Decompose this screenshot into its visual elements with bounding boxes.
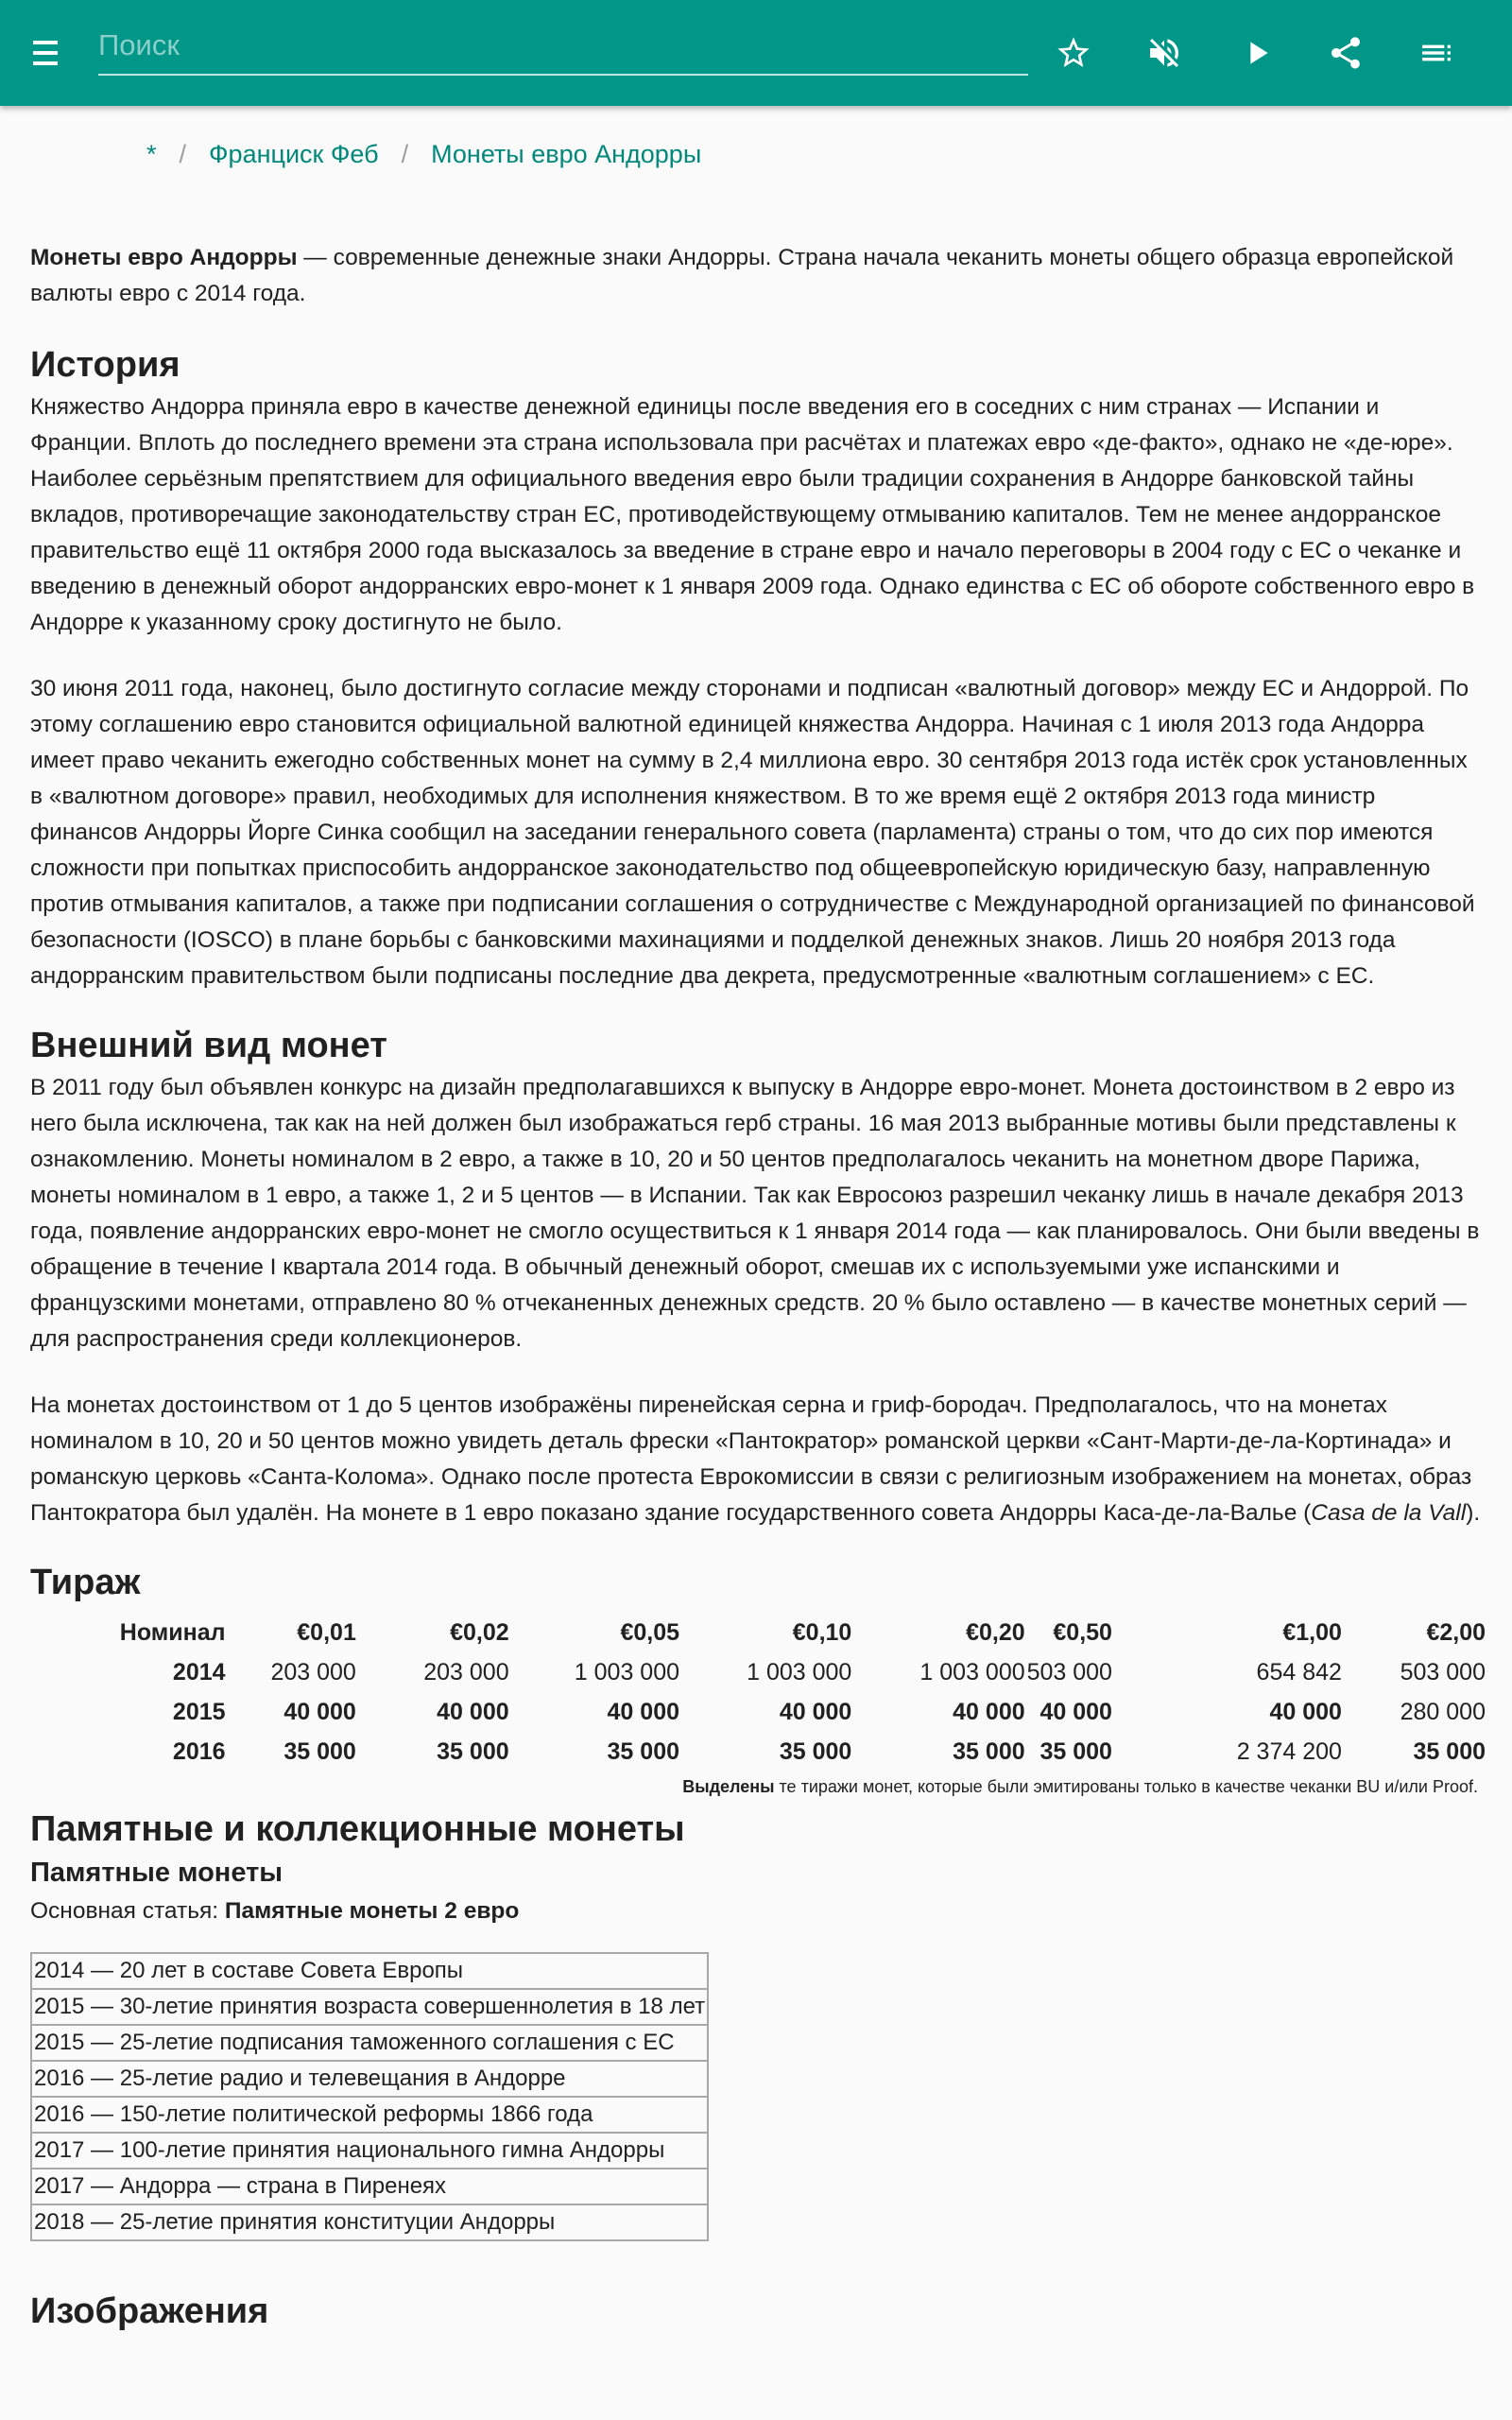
appearance-paragraph-2 [30,1388,1486,1531]
mintage-header-cell: €0,10 [792,1618,852,1646]
mintage-table [59,1613,1486,1772]
star-outline-icon [1055,34,1092,72]
commemorative-row [31,2025,708,2061]
mintage-header-cell: €0,05 [620,1618,679,1646]
commemorative-row [31,2169,708,2204]
mintage-cell: 35 000 [607,1737,679,1765]
mintage-cell: 35 000 [953,1737,1025,1765]
mintage-header-cell: €0,20 [966,1618,1025,1646]
mintage-row [59,1652,1486,1692]
mintage-cell: 35 000 [779,1737,852,1765]
mintage-header-cell: €1,00 [1282,1618,1342,1646]
mintage-cell: 280 000 [1400,1698,1486,1725]
intro-title: Монеты евро Андорры [30,245,298,270]
appearance-paragraph-2-end: ). [1466,1500,1481,1526]
mintage-row [59,1692,1486,1732]
mintage-cell: 503 000 [1026,1658,1112,1685]
main-article-label: Основная статья: [30,1898,225,1924]
mintage-header-cell: €0,50 [1053,1618,1112,1646]
commemorative-item: 2015 — 30-летие принятия возраста совершеннолетия в 18 лет [31,1989,708,2025]
mintage-cell: 35 000 [437,1737,509,1765]
mintage-cell: 35 000 [1413,1737,1486,1765]
hamburger-icon-line [33,51,58,55]
menu-button[interactable] [23,34,60,72]
play-icon [1238,34,1276,72]
mintage-cell: 2 374 200 [1236,1737,1342,1765]
commemorative-item: 2017 — 100-летие принятия национального гимна Андорры [31,2133,708,2169]
mintage-cell: 35 000 [284,1737,356,1765]
note-text: те тиражи монет, которые были эмитированы только в качестве чеканки BU и/или Proof. [774,1777,1478,1796]
commemorative-item: 2017 — Андорра — страна в Пиренеях [31,2169,708,2204]
breadcrumb-parent[interactable]: Франциск Феб [209,140,379,168]
section-mintage-title: Тираж [30,1563,141,1602]
mintage-cell: 203 000 [423,1658,509,1685]
bookmark-button[interactable] [1047,26,1100,79]
commemorative-row [31,1989,708,2025]
breadcrumb-separator: / [401,140,409,168]
mintage-cell: 1 003 000 [574,1658,679,1685]
mintage-cell: 40 000 [437,1698,509,1725]
section-appearance-title: Внешний вид монет [30,1026,387,1065]
mintage-year: 2016 [172,1737,226,1765]
commemorative-table [30,1952,709,2241]
main-article-ref [30,1895,1486,1927]
intro-paragraph [30,240,1486,312]
play-button[interactable] [1230,26,1283,79]
share-button[interactable] [1319,26,1372,79]
commemorative-row [31,2204,708,2240]
search-input[interactable] [98,23,1028,76]
hamburger-icon-line [33,61,58,65]
volume-off-icon [1145,34,1183,72]
breadcrumb-home[interactable]: * [146,140,157,168]
commemorative-row [31,1953,708,1989]
mintage-year: 2015 [172,1698,226,1725]
mintage-cell: 1 003 000 [747,1658,852,1685]
share-icon [1327,34,1365,72]
history-paragraph-1: Княжество Андорра приняла евро в качестве денежной единицы после введения его в соседних с ним странах — Испании и Франции. Вплоть до последнего времени эта страна использовала при расчётах и платежах евро «де-факто», однако не «де-юре». Наиболее серьёзным препятствием для официального введения евро были традиции сохранения в Андорре банковской тайны вкладов, противоречащие законодательству стран ЕС, противодействующему отмыванию капиталов. Тем не менее андорранское правительство ещё 11 октября 2000 года высказалось за введение в стране евро и начало переговоры в 2004 году с ЕС о чеканке и введению в денежный оборот андорранских евро-монет к 1 января 2009 года. Однако единства с ЕС об обороте собственного евро в Андорре к указанному сроку достигнуто не было. [30,394,1475,635]
note-bold: Выделены [682,1777,775,1796]
playlist-icon [1418,34,1455,72]
breadcrumb-separator: / [179,140,187,168]
breadcrumb [146,140,701,169]
mintage-header-label: Номинал [119,1618,226,1646]
history-paragraph-2: 30 июня 2011 года, наконец, было достигнуто согласие между сторонами и подписан «валютный договор» между ЕС и Андоррой. По этому соглашению евро становится официальной валютной единицей княжества Андорра. Начиная с 1 июля 2013 года Андорра имеет право чеканить ежегодно собственных монет на сумму в 2,4 миллиона евро. 30 сентября 2013 года истёк срок установленных в «валютном договоре» правил, необходимых для исполнения княжеством. В то же время ещё 2 октября 2013 года министр финансов Андорры Йорге Синка сообщил на заседании генерального совета (парламента) страны о том, что до сих пор имеются сложности при попытках приспособить андорранское законодательство под общеевропейскую юридическую базу, направленную против отмывания капиталов, а также при подписании соглашения о сотрудничестве с Международной организацией по финансовой безопасности (IOSCO) в плане борьбы с банковскими махинациями и подделкой денежных знаков. Лишь 20 ноября 2013 года андорранским правительством были подписаны последние два декрета, предусмотренные «валютным соглашением» с ЕС. [30,676,1475,989]
commemorative-item: 2016 — 25-летие радио и телевещания в Андорре [31,2061,708,2097]
commemorative-row [31,2097,708,2133]
section-commemorative-title: Памятные и коллекционные монеты [30,1809,685,1849]
commemorative-item: 2018 — 25-летие принятия конституции Андорры [31,2204,708,2240]
commemorative-row [31,2061,708,2097]
mintage-cell: 654 842 [1256,1658,1342,1685]
mintage-header-cell: €2,00 [1426,1618,1486,1646]
mintage-note [30,1777,1478,1797]
contents-button[interactable] [1410,26,1463,79]
mintage-header-row [59,1613,1486,1652]
commemorative-subtitle: Памятные монеты [30,1858,284,1888]
mintage-cell: 203 000 [270,1658,356,1685]
casa-de-la-vall: Casa de la Vall [1311,1500,1467,1526]
commemorative-row [31,2133,708,2169]
article-content [30,240,1486,2336]
mintage-cell: 40 000 [1040,1698,1112,1725]
mintage-cell: 35 000 [1040,1737,1112,1765]
intro-text: — современные денежные знаки Андорры. Страна начала чеканить монеты общего образца европейской валюты евро с 2014 года. [30,245,1454,306]
mintage-cell: 40 000 [607,1698,679,1725]
app-bar [0,0,1512,106]
mintage-cell: 40 000 [1269,1698,1342,1725]
mintage-year: 2014 [172,1658,226,1685]
commemorative-item: 2016 — 150-летие политической реформы 1866 года [31,2097,708,2133]
appearance-paragraph-2-text: На монетах достоинством от 1 до 5 центов изображёны пиренейская серна и гриф-бородач. Предполагалось, что на монетах номиналом в 10, 20 и 50 центов можно увидеть деталь фрески «Пантократор» романской церкви «Сант-Марти-де-ла-Кортинада» и романскую церковь «Санта-Колома». Однако после протеста Еврокомиссии в связи с религиозным изображением на монетах, образ Пантократора был удалён. На монете в 1 евро показано здание государственного совета Андорры Каса-де-ла-Валье ( [30,1392,1472,1526]
mintage-cell: 40 000 [779,1698,852,1725]
mintage-header-cell: €0,02 [450,1618,509,1646]
appearance-paragraph-1: В 2011 году был объявлен конкурс на дизайн предполагавшихся к выпуску в Андорре евро-монет. Монета достоинством в 2 евро из него была исключена, так как на ней должен был изображаться герб страны. 16 мая 2013 выбранные мотивы были представлены к ознакомлению. Монеты номиналом в 2 евро, а также в 10, 20 и 50 центов предполагалось чеканить на монетном дворе Парижа, монеты номиналом в 1 евро, а также 1, 2 и 5 центов — в Испании. Так как Евросоюз разрешил чеканку лишь в начале декабря 2013 года, появление андорранских евро-монет не смогло осуществиться к 1 января 2014 года — как планировалось. Они были введены в обращение в течение I квартала 2014 года. В обычный денежный оборот, смешав их с используемыми уже испанскими и французскими монетами, отправлено 80 % отчеканенных денежных средств. 20 % было оставлено — в качестве монетных серий — для распространения среди коллекционеров. [30,1075,1480,1352]
mintage-cell: 40 000 [953,1698,1025,1725]
section-images-title: Изображения [30,2291,269,2331]
mintage-cell: 503 000 [1400,1658,1486,1685]
commemorative-item: 2015 — 25-летие подписания таможенного соглашения с ЕС [31,2025,708,2061]
main-article-link[interactable]: Памятные монеты 2 евро [224,1898,520,1924]
hamburger-icon [33,41,58,44]
section-history-title: История [30,345,180,385]
commemorative-item: 2014 — 20 лет в составе Совета Европы [31,1953,708,1989]
breadcrumb-current[interactable]: Монеты евро Андорры [431,140,702,168]
mintage-header-cell: €0,01 [297,1618,356,1646]
mute-button[interactable] [1138,26,1191,79]
mintage-cell: 40 000 [284,1698,356,1725]
mintage-row [59,1732,1486,1772]
mintage-cell: 1 003 000 [919,1658,1025,1685]
